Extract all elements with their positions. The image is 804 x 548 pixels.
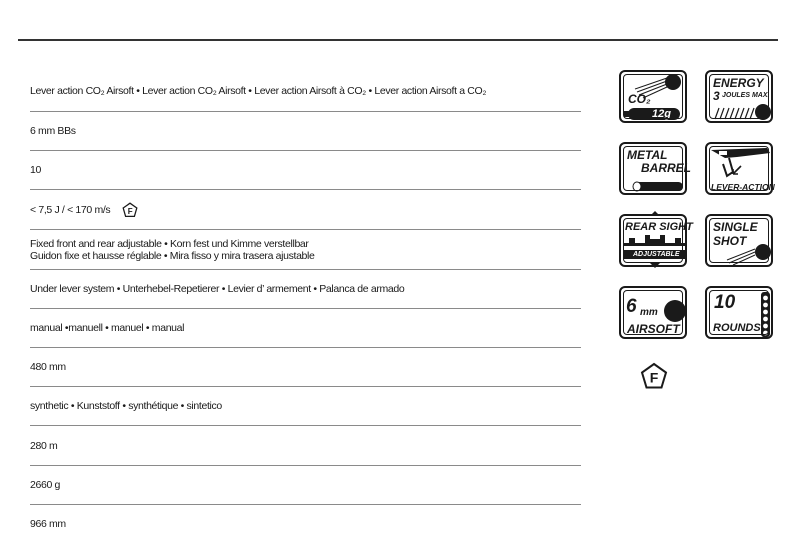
spec-row-capacity	[30, 151, 581, 190]
energy-unit: JOULES MAX.	[722, 92, 770, 99]
spec-value: 480 mm	[30, 361, 66, 373]
spec-value: manual •manuell • manuel • manual	[30, 322, 185, 334]
spec-value: Under lever system • Unterhebel-Repetierer • Levier d’ armement • Palanca de armado	[30, 283, 405, 295]
co2-label: CO₂	[628, 92, 651, 106]
spec-row-safety	[30, 309, 581, 348]
rear-sight-icon	[621, 210, 689, 270]
metal-barrel-line2: BARREL	[641, 161, 691, 175]
rounds-tile	[705, 286, 773, 339]
f-badge-label: F	[128, 206, 133, 216]
spec-value: synthetic • Kunststoff • synthétique • sintetico	[30, 400, 222, 412]
spec-value: < 7,5 J / < 170 m/s	[30, 203, 111, 216]
spec-value: Lever action CO₂ Airsoft • Lever action CO₂ Airsoft • Lever action Airsoft à CO₂ • Lever action Airsoft a CO₂	[30, 85, 487, 97]
spec-row-range	[30, 426, 581, 466]
lever-action-label: LEVER-ACTION	[711, 182, 775, 192]
energy-tile	[705, 70, 773, 123]
spec-row-ammo	[30, 112, 581, 151]
spec-row-energy	[30, 190, 581, 230]
spec-row-material	[30, 387, 581, 426]
f-pentagon-icon	[122, 202, 138, 218]
rounds-label: ROUNDS	[713, 322, 761, 334]
spec-value: 6 mm BBs	[30, 125, 76, 137]
spec-row-sights	[30, 230, 581, 270]
airsoft-unit: mm	[640, 307, 658, 318]
rounds-count: 10	[714, 292, 736, 313]
spec-value: 966 mm	[30, 518, 66, 530]
spec-row-system	[30, 270, 581, 309]
rear-sight-sub: ADJUSTABLE	[633, 251, 680, 258]
energy-title: ENERGY	[713, 76, 764, 90]
metal-barrel-tile	[619, 142, 691, 195]
f-mark-label: F	[649, 369, 659, 386]
spec-row-length	[30, 505, 581, 543]
airsoft-label: AIRSOFT	[627, 322, 680, 336]
spec-value: 280 m	[30, 439, 58, 452]
metal-barrel-line1: METAL	[627, 148, 668, 162]
spec-table	[30, 71, 581, 543]
spec-value: 2660 g	[30, 479, 61, 491]
single-shot-line1: SINGLE	[713, 220, 758, 234]
spec-value-line2: Guidon fixe et hausse réglable • Mira fisso y mira trasera ajustable	[30, 249, 315, 262]
spec-value-line1: Fixed front and rear adjustable • Korn fest und Kimme verstellbar	[30, 237, 309, 250]
energy-amount: 3	[713, 89, 720, 103]
single-shot-tile	[705, 214, 773, 267]
co2-tile	[619, 70, 687, 123]
spec-row-weight	[30, 466, 581, 505]
rear-sight-tile	[619, 214, 693, 267]
co2-cartridge-label: 12g	[652, 108, 671, 120]
lever-action-tile	[705, 142, 773, 195]
spec-row-barrel-length	[30, 348, 581, 387]
f-pentagon-mark-icon	[640, 362, 668, 390]
single-shot-line2: SHOT	[713, 234, 747, 248]
airsoft-caliber-tile	[619, 286, 687, 339]
spec-value: 10	[30, 164, 41, 176]
spec-row-type	[30, 71, 581, 112]
airsoft-caliber: 6	[626, 296, 637, 317]
rear-sight-title: REAR SIGHT	[625, 221, 693, 233]
top-rule	[18, 39, 778, 41]
